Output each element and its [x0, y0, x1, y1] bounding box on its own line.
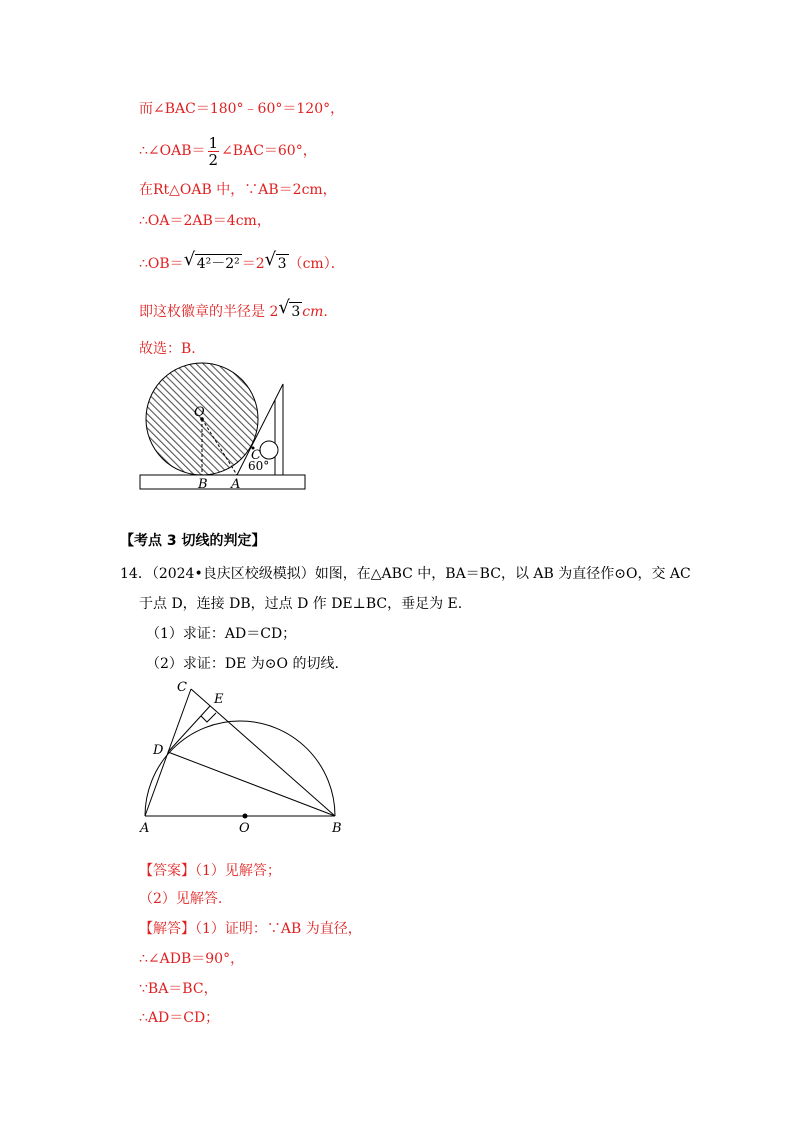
solution-line-6-prefix: 即这枚徽章的半径是 2 [139, 304, 279, 320]
label-angle: 60° [248, 459, 270, 473]
solution-line-2 [139, 132, 317, 170]
semicircle-arc [145, 721, 335, 816]
answer-line-4: ∴∠ADB＝90°， [139, 951, 245, 967]
label-C: C [177, 680, 187, 695]
solution-line-5 [139, 254, 345, 273]
problem-line-2: 于点 D，连接 DB，过点 D 作 DE⊥BC，垂足为 E. [139, 596, 463, 612]
small-circle [260, 441, 278, 459]
solution-line-5-mid: ＝2 [241, 256, 265, 272]
solution-line-5-prefix: ∴OB＝ [139, 256, 184, 272]
fraction-numerator: 1 [208, 133, 219, 152]
solution-line-6-unit: cm. [302, 304, 328, 320]
solution-line-2-suffix: ∠BAC＝60°， [221, 143, 317, 159]
solution-line-3: 在Rt△OAB 中，∵AB＝2cm， [139, 182, 337, 198]
sqrt-radicand-3: 3 [277, 256, 287, 272]
answer-line-2: （2）见解答. [139, 891, 223, 907]
answer-line-3 [139, 920, 362, 938]
question-2: （2）求证：DE 为⊙O 的切线. [146, 656, 339, 672]
label-O: O [194, 405, 205, 420]
solution-text-1: （1）证明：∵AB 为直径， [195, 921, 362, 937]
label-O: O [239, 821, 250, 836]
solution-line-2-prefix: ∴∠OAB＝ [139, 143, 206, 159]
ground-bar [140, 475, 305, 489]
answer-text-1: （1）见解答； [195, 863, 281, 879]
label-C: C [251, 448, 261, 463]
segment-DE [168, 706, 210, 752]
sqrt-three [267, 254, 289, 273]
sqrt-radicand-radius: 3 [291, 304, 301, 320]
solution-line-6 [139, 302, 328, 321]
label-D: D [153, 743, 164, 758]
label-A: A [231, 477, 241, 492]
point-O-center [243, 814, 248, 819]
solution-tag: 【解答】 [139, 921, 195, 937]
section-heading: 【考点 3 切线的判定】 [120, 533, 266, 549]
solution-line-1: 而∠BAC＝180°﹣60°＝120°， [139, 101, 345, 117]
label-E: E [214, 692, 224, 707]
answer-tag: 【答案】 [139, 863, 195, 879]
label-A: A [140, 821, 150, 836]
figure-semicircle [135, 675, 350, 840]
segment-DB [168, 752, 335, 816]
right-angle-mark [201, 713, 216, 722]
solution-line-7: 故选：B. [139, 341, 196, 357]
sqrt-three-radius [280, 302, 302, 321]
problem-line-1: 14．（2024•良庆区校级模拟）如图，在△ABC 中，BA＝BC，以 AB 为直径作⊙O，交 AC [120, 566, 691, 582]
label-B: B [198, 477, 208, 492]
label-B: B [332, 821, 342, 836]
solution-line-4: ∴OA＝2AB＝4cm， [139, 213, 271, 229]
answer-line-1 [139, 862, 281, 880]
figure-badge [130, 362, 320, 494]
answer-line-5: ∵BA＝BC， [139, 981, 218, 997]
sqrt-radicand: 4²－2² [196, 256, 240, 272]
answer-line-6: ∴AD＝CD； [139, 1010, 220, 1026]
solution-line-5-suffix: （cm）． [288, 256, 345, 272]
fraction-half [208, 135, 220, 168]
question-1: （1）求证：AD＝CD； [146, 626, 297, 642]
sqrt-expression [186, 254, 242, 273]
segment-CB [191, 689, 335, 816]
fraction-denominator: 2 [208, 150, 219, 169]
